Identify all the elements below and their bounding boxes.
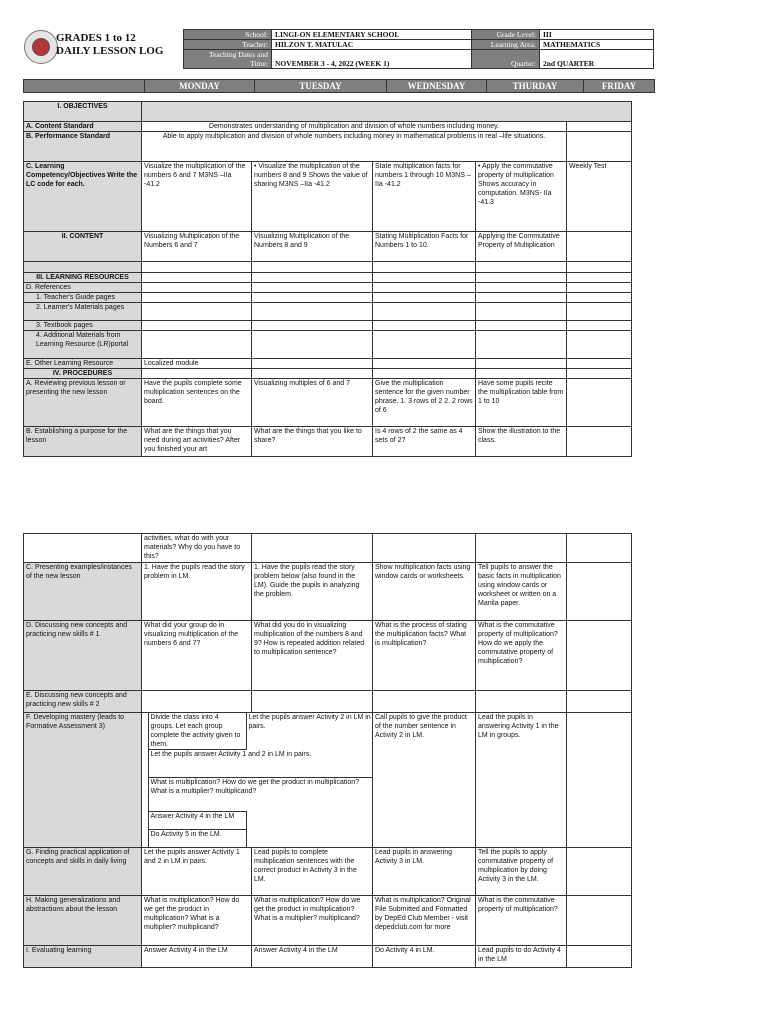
content-standard-friday bbox=[567, 122, 632, 132]
mastery-thursday: Lead the pupils in answering Activity 1 in the LM in groups. bbox=[476, 713, 567, 848]
evaluating-label: I. Evaluating learning bbox=[24, 945, 142, 967]
days-header-row bbox=[23, 79, 655, 93]
content-standard-text: Demonstrates understanding of multiplication and division of whole numbers including money. bbox=[142, 122, 567, 132]
procedures-label: IV. PROCEDURES bbox=[24, 369, 142, 379]
discussing1-thursday: What is the commutative property of multiplication? How do we apply the commutative property of multiplication? bbox=[476, 621, 567, 691]
quarter-value: 2nd QUARTER bbox=[540, 50, 654, 69]
grade-value: III bbox=[540, 30, 654, 40]
reviewing-label: A. Reviewing previous lesson or presenting the new lesson bbox=[24, 379, 142, 427]
discussing1-tuesday: What did you do in visualizing multiplication of the numbers 8 and 9? How is repeated addition related to multiplication sentence? bbox=[252, 621, 373, 691]
competency-tuesday: • Visualize the multiplication of the numbers 8 and 9 Shows the value of sharing M3NS –IIa -41.2 bbox=[252, 162, 373, 232]
content-friday bbox=[567, 232, 632, 262]
learners-materials-label: 2. Learner's Materials pages bbox=[24, 303, 142, 321]
discussing1-monday: What did your group do in visualizing multiplication of the numbers 6 and 7? bbox=[142, 621, 252, 691]
header-info-table bbox=[183, 29, 654, 69]
reviewing-tuesday: Visualizing multiples of 6 and 7 bbox=[252, 379, 373, 427]
performance-standard-text: Able to apply multiplication and division of whole numbers including money in mathematical problems in real –life situations. bbox=[142, 132, 567, 162]
lesson-table-page2 bbox=[23, 533, 632, 968]
performance-standard-friday bbox=[567, 132, 632, 162]
day-friday: FRIDAY bbox=[584, 80, 655, 93]
day-thursday: THURDAY bbox=[487, 80, 584, 93]
content-thursday: Applying the Commutative Property of Multiplication bbox=[476, 232, 567, 262]
evaluating-tuesday: Answer Activity 4 in the LM bbox=[252, 945, 373, 967]
purpose-cont-label bbox=[24, 534, 142, 563]
application-label: G. Finding practical application of concepts and skills in daily living bbox=[24, 847, 142, 895]
textbook-label: 3. Textbook pages bbox=[24, 321, 142, 331]
evaluating-thursday: Lead pupils to do Activity 4 in the LM bbox=[476, 945, 567, 967]
mastery-monday-5: Do Activity 5 in the LM. bbox=[148, 830, 246, 847]
mastery-mon-tue bbox=[142, 713, 373, 848]
content-tuesday: Visualizing Multiplication of the Numbers 8 and 9 bbox=[252, 232, 373, 262]
mastery-tuesday: Let the pupils answer Activity 2 in LM in pairs. bbox=[248, 714, 371, 730]
generalization-tuesday: What is multiplication? How do we get the product in multiplication? What is a multiplier? multiplicand? bbox=[252, 895, 373, 945]
competency-friday: Weekly Test bbox=[567, 162, 632, 232]
school-label: School: bbox=[184, 30, 272, 40]
day-monday: MONDAY bbox=[145, 80, 255, 93]
purpose-wednesday: Is 4 rows of 2 the same as 4 sets of 2? bbox=[373, 427, 476, 457]
mastery-label: F. Developing mastery (leads to Formative Assessment 3) bbox=[24, 713, 142, 848]
mastery-monday-1: Divide the class into 4 groups. Let each group complete the activity given to them. bbox=[148, 713, 246, 750]
content-spacer bbox=[24, 262, 142, 273]
other-resource-monday: Localized module bbox=[142, 359, 252, 369]
references-label: D. References bbox=[24, 283, 142, 293]
purpose-cont-monday: activities, what do with your materials? Why do you have to this? bbox=[142, 534, 252, 563]
mastery-monday-2: Let the pupils answer Activity 1 and 2 in LM in pairs. bbox=[148, 750, 373, 778]
dates-value: NOVEMBER 3 - 4, 2022 (WEEK 1) bbox=[272, 50, 472, 69]
presenting-monday: 1. Have the pupils read the story problem in LM. bbox=[142, 563, 252, 621]
resources-label: III. LEARNING RESOURCES bbox=[24, 273, 142, 283]
competency-wednesday: State multiplication facts for numbers 1 through 10 M3NS –IIa -41.2 bbox=[373, 162, 476, 232]
other-resource-label: E. Other Learning Resource bbox=[24, 359, 142, 369]
school-value: LINGI-ON ELEMENTARY SCHOOL bbox=[272, 30, 472, 40]
mastery-monday-4: Answer Activity 4 in the LM bbox=[148, 812, 246, 830]
dates-label: Teaching Dates and Time: bbox=[184, 50, 272, 69]
purpose-label: B. Establishing a purpose for the lesson bbox=[24, 427, 142, 457]
lesson-table-page1 bbox=[23, 101, 632, 457]
mastery-wednesday: Call pupils to give the product of the number sentence in Activity 2 in LM. bbox=[373, 713, 476, 848]
purpose-tuesday: What are the things that you like to share? bbox=[252, 427, 373, 457]
purpose-monday: What are the things that you need during art activities? After you finished your art bbox=[142, 427, 252, 457]
performance-standard-label: B. Performance Standard bbox=[24, 132, 142, 162]
deped-seal-logo bbox=[24, 30, 58, 64]
quarter-label: Quarter: bbox=[472, 50, 540, 69]
area-label: Learning Area: bbox=[472, 40, 540, 50]
presenting-thursday: Tell pupils to answer the basic facts in multiplication using window cards or worksheet or written on a Manila paper. bbox=[476, 563, 567, 621]
presenting-label: C. Presenting examples/instances of the new lesson bbox=[24, 563, 142, 621]
teacher-label: Teacher: bbox=[184, 40, 272, 50]
competency-label: C. Learning Competency/Objectives Write the LC code for each. bbox=[24, 162, 142, 232]
day-tuesday: TUESDAY bbox=[255, 80, 387, 93]
application-tuesday: Lead pupils to complete multiplication sentences with the correct product in Activity 3 in the LM. bbox=[252, 847, 373, 895]
discussing1-wednesday: What is the process of stating the multiplication facts? What is multiplication? bbox=[373, 621, 476, 691]
grade-label: Grade Level: bbox=[472, 30, 540, 40]
title-daily-lesson-log: DAILY LESSON LOG bbox=[56, 45, 164, 57]
day-wednesday: WEDNESDAY bbox=[387, 80, 487, 93]
generalization-wednesday: What is multiplication? Original File Submitted and Formatted by DepEd Club Member - visit depedclub.com for more bbox=[373, 895, 476, 945]
reviewing-thursday: Have some pupils recite the multiplication table from 1 to 10 bbox=[476, 379, 567, 427]
days-blank bbox=[24, 80, 145, 93]
content-monday: Visualizing Multiplication of the Numbers 6 and 7 bbox=[142, 232, 252, 262]
teachers-guide-label: 1. Teacher's Guide pages bbox=[24, 293, 142, 303]
content-standard-label: A. Content Standard bbox=[24, 122, 142, 132]
generalization-label: H. Making generalizations and abstractions about the lesson bbox=[24, 895, 142, 945]
application-thursday: Tell the pupils to apply commutative property of multiplication by doing Activity 3 in the LM. bbox=[476, 847, 567, 895]
discussing2-label: E. Discussing new concepts and practicing new skills # 2 bbox=[24, 691, 142, 713]
competency-thursday: • Apply the commutative property of multiplication Shows accuracy in computation. M3NS- IIa -41.3 bbox=[476, 162, 567, 232]
purpose-thursday: Show the illustration to the class. bbox=[476, 427, 567, 457]
objectives-heading: I. OBJECTIVES bbox=[24, 102, 142, 122]
generalization-thursday: What is the commutative property of multiplication? bbox=[476, 895, 567, 945]
reviewing-monday: Have the pupils complete some multiplication sentences on the board. bbox=[142, 379, 252, 427]
application-monday: Let the pupils answer Activity 1 and 2 in LM in pairs. bbox=[142, 847, 252, 895]
area-value: MATHEMATICS bbox=[540, 40, 654, 50]
evaluating-monday: Answer Activity 4 in the LM bbox=[142, 945, 252, 967]
teacher-value: HILZON T. MATULAC bbox=[272, 40, 472, 50]
evaluating-wednesday: Do Activity 4 in LM. bbox=[373, 945, 476, 967]
presenting-tuesday: 1. Have the pupils read the story problem below (also found in the LM). Guide the pupils in analyzing the problem. bbox=[252, 563, 373, 621]
additional-materials-label: 4. Additional Materials from Learning Resource (LR)portal bbox=[24, 331, 142, 359]
presenting-wednesday: Show multiplication facts using window cards or worksheets. bbox=[373, 563, 476, 621]
discussing1-label: D. Discussing new concepts and practicing new skills # 1 bbox=[24, 621, 142, 691]
title-grades: GRADES 1 to 12 bbox=[56, 32, 136, 44]
competency-monday: Visualize the multiplication of the numbers 6 and 7 M3NS –IIa -41.2 bbox=[142, 162, 252, 232]
mastery-monday-3: What is multiplication? How do we get the product in multiplication? What is a multiplier? multiplicand? bbox=[148, 778, 373, 812]
objectives-blank bbox=[142, 102, 632, 122]
application-wednesday: Lead pupils in answering Activity 3 in LM. bbox=[373, 847, 476, 895]
content-wednesday: Stating Multiplication Facts for Numbers 1 to 10. bbox=[373, 232, 476, 262]
content-label: II. CONTENT bbox=[24, 232, 142, 262]
reviewing-wednesday: Give the multiplication sentence for the given number phrase. 1. 3 rows of 2 2. 2 rows of 6 bbox=[373, 379, 476, 427]
generalization-monday: What is multiplication? How do we get the product in multiplication? What is a multiplier? multiplicand? bbox=[142, 895, 252, 945]
